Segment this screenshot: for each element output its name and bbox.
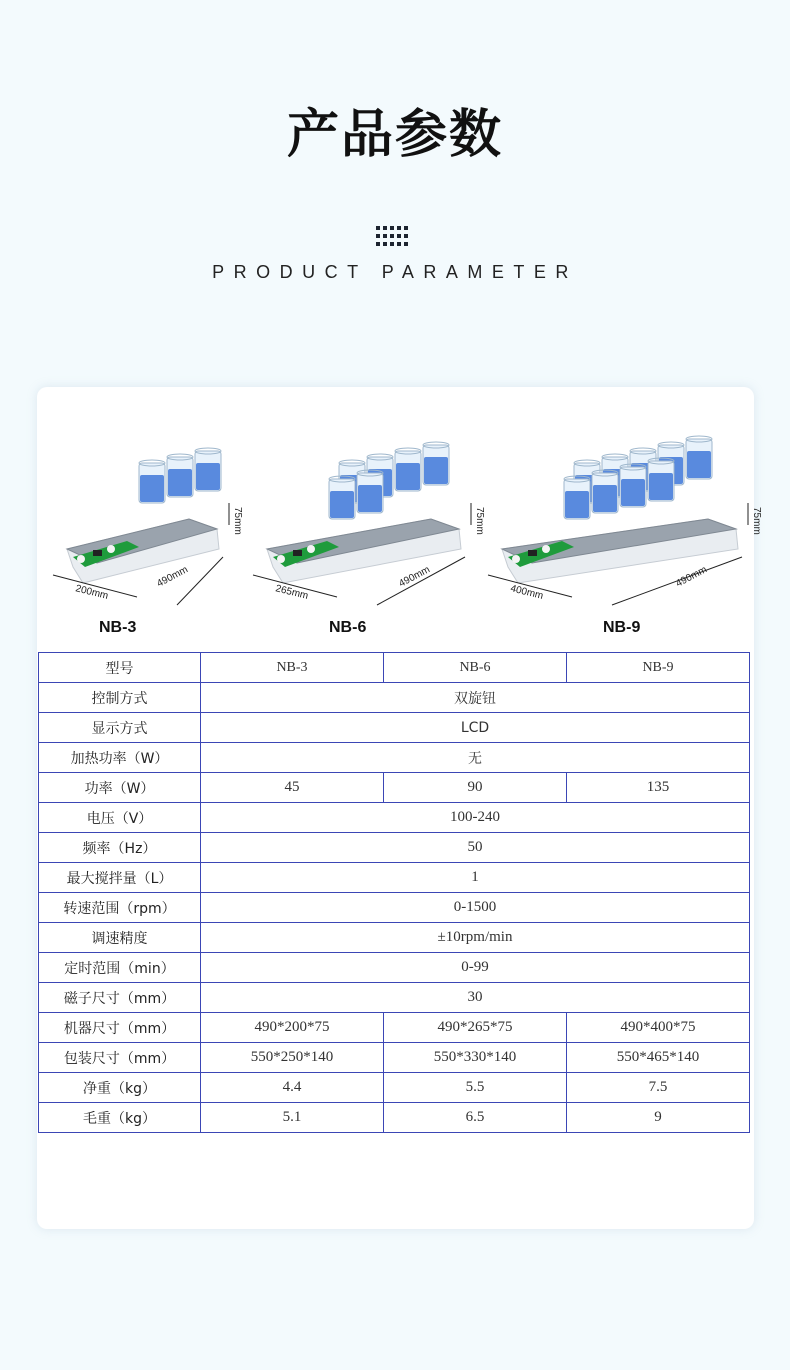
row-label: 功率（W） — [39, 773, 201, 803]
table-row — [39, 953, 750, 983]
cell-value: 5.1 — [201, 1103, 384, 1133]
cell-value: 550*465*140 — [567, 1043, 750, 1073]
table-row — [39, 713, 750, 743]
row-label: 显示方式 — [39, 713, 201, 743]
depth-dimension-label: 490mm — [674, 564, 709, 590]
cell-value: LCD — [201, 713, 750, 743]
product-model-label: NB-6 — [329, 619, 367, 636]
cell-value: 90 — [384, 773, 567, 803]
row-label: 频率（Hz） — [39, 833, 201, 863]
table-row — [39, 653, 750, 683]
cell-value: NB-9 — [567, 653, 750, 683]
width-dimension-label: 400mm — [509, 583, 545, 602]
cell-value: 550*330*140 — [384, 1043, 567, 1073]
row-label: 净重（kg） — [39, 1073, 201, 1103]
table-row — [39, 1043, 750, 1073]
table-row — [39, 683, 750, 713]
row-label: 包装尺寸（mm） — [39, 1043, 201, 1073]
table-row — [39, 1013, 750, 1043]
table-row — [39, 983, 750, 1013]
row-label: 转速范围（rpm） — [39, 893, 201, 923]
cell-value: 490*200*75 — [201, 1013, 384, 1043]
product-model-label: NB-9 — [603, 619, 641, 636]
table-row — [39, 773, 750, 803]
cell-value: 135 — [567, 773, 750, 803]
cell-value: 100-240 — [201, 803, 750, 833]
row-label: 定时范围（min） — [39, 953, 201, 983]
table-row — [39, 1103, 750, 1133]
stirrer-illustration-nb-6 — [237, 387, 497, 612]
cell-value: 9 — [567, 1103, 750, 1133]
table-row — [39, 863, 750, 893]
product-images — [37, 387, 762, 649]
cell-value: 550*250*140 — [201, 1043, 384, 1073]
cell-value: 5.5 — [384, 1073, 567, 1103]
product-model-label: NB-3 — [99, 619, 137, 636]
row-label: 调速精度 — [39, 923, 201, 953]
width-dimension-label: 265mm — [274, 583, 310, 602]
height-dimension-label: 75mm — [751, 507, 762, 535]
width-dimension-label: 200mm — [74, 583, 110, 602]
row-label: 毛重（kg） — [39, 1103, 201, 1133]
cell-value: NB-3 — [201, 653, 384, 683]
page-title: 产品参数 — [286, 105, 503, 165]
row-label: 磁子尺寸（mm） — [39, 983, 201, 1013]
height-dimension-label: 75mm — [232, 507, 243, 535]
cell-value: 1 — [201, 863, 750, 893]
table-row — [39, 1073, 750, 1103]
table-row — [39, 803, 750, 833]
dots-grid-icon — [376, 226, 408, 248]
depth-dimension-label: 490mm — [155, 564, 190, 590]
table-row — [39, 923, 750, 953]
cell-value: 7.5 — [567, 1073, 750, 1103]
stirrer-illustration-nb-9 — [472, 387, 762, 612]
cell-value: ±10rpm/min — [201, 923, 750, 953]
row-label: 控制方式 — [39, 683, 201, 713]
depth-dimension-label: 490mm — [397, 564, 432, 590]
table-row — [39, 743, 750, 773]
cell-value: 45 — [201, 773, 384, 803]
row-label: 最大搅拌量（L） — [39, 863, 201, 893]
cell-value: 0-99 — [201, 953, 750, 983]
page-subtitle: PRODUCT PARAMETER — [212, 262, 578, 282]
cell-value: 50 — [201, 833, 750, 863]
cell-value: 490*400*75 — [567, 1013, 750, 1043]
row-label: 电压（V） — [39, 803, 201, 833]
cell-value: 双旋钮 — [201, 683, 750, 713]
table-row — [39, 893, 750, 923]
parameter-card — [37, 387, 762, 1229]
cell-value: 无 — [201, 743, 750, 773]
table-row — [39, 833, 750, 863]
height-dimension-label: 75mm — [474, 507, 485, 535]
cell-value: 6.5 — [384, 1103, 567, 1133]
cell-value: 30 — [201, 983, 750, 1013]
stirrer-illustration-nb-3 — [37, 387, 267, 612]
cell-value: NB-6 — [384, 653, 567, 683]
spec-table — [38, 652, 750, 1133]
cell-value: 0-1500 — [201, 893, 750, 923]
cell-value: 4.4 — [201, 1073, 384, 1103]
row-label: 机器尺寸（mm） — [39, 1013, 201, 1043]
cell-value: 490*265*75 — [384, 1013, 567, 1043]
row-label: 加热功率（W） — [39, 743, 201, 773]
row-label: 型号 — [39, 653, 201, 683]
